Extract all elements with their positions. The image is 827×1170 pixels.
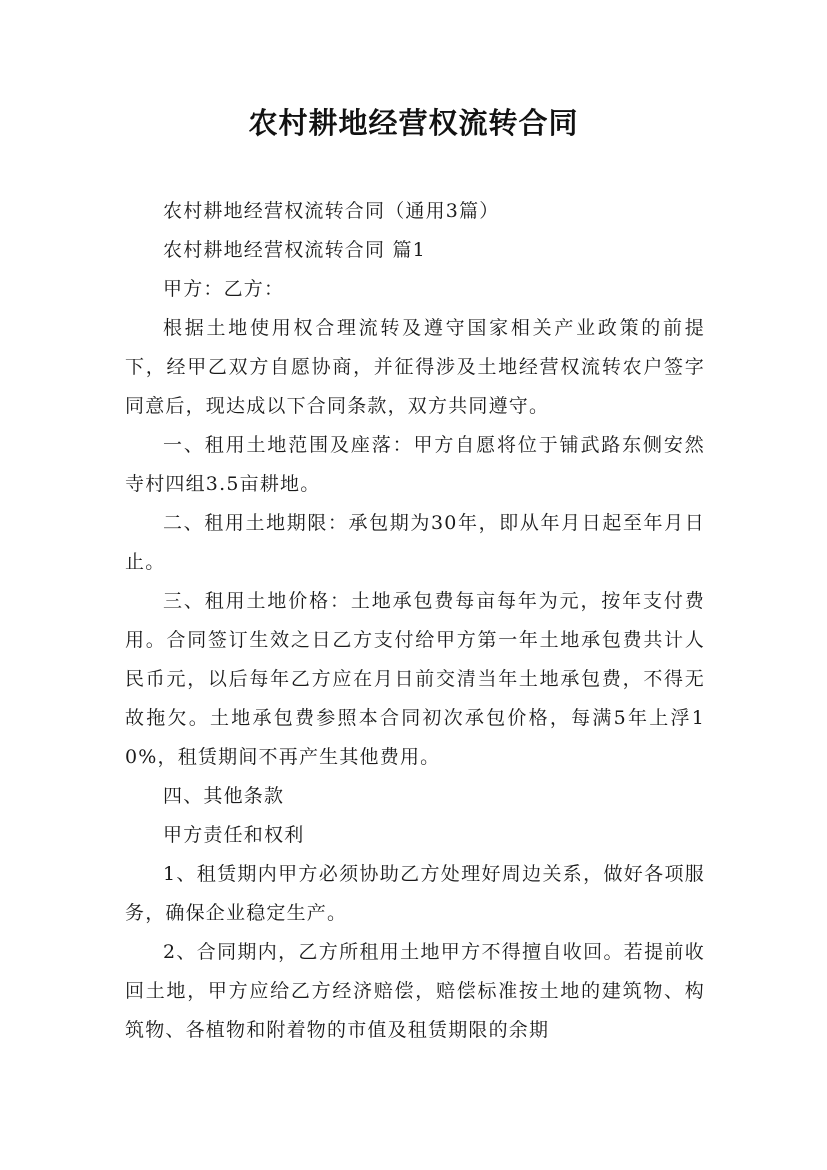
paragraph-party-a-duties: 甲方责任和权利 [163, 824, 305, 846]
paragraph-clause-3: 三、租用土地价格：土地承包费每亩每年为元，按年支付费用。合同签订生效之日乙方支付给甲方第一年土地承包费共计人民币元，以后每年乙方应在月日前交清当年土地承包费，不得无故拖欠。土地承包费参照本合同初次承包价格，每满5年上浮10%，租赁期间不再产生其他费用。 [125, 590, 705, 768]
paragraph-clause-2: 二、租用土地期限：承包期为30年，即从年月日起至年月日止。 [125, 512, 705, 573]
paragraph-duty-2: 2、合同期内，乙方所租用土地甲方不得擅自收回。若提前收回土地，甲方应给乙方经济赔偿，赔偿标准按土地的建筑物、构筑物、各植物和附着物的市值及租赁期限的余期 [125, 941, 705, 1041]
paragraph-duty-1: 1、租赁期内甲方必须协助乙方处理好周边关系，做好各项服务，确保企业稳定生产。 [125, 863, 705, 924]
paragraph-preamble: 根据土地使用权合理流转及遵守国家相关产业政策的前提下，经甲乙双方自愿协商，并征得涉及土地经营权流转农户签字同意后，现达成以下合同条款，双方共同遵守。 [125, 317, 705, 417]
document-title: 农村耕地经营权流转合同 [248, 106, 579, 140]
paragraph-subtitle: 农村耕地经营权流转合同（通用3篇） [163, 200, 500, 222]
paragraph-clause-4: 四、其他条款 [163, 785, 285, 807]
paragraph-section-heading: 农村耕地经营权流转合同 篇1 [163, 239, 426, 261]
paragraph-clause-1: 一、租用土地范围及座落：甲方自愿将位于铺武路东侧安然寺村四组3.5亩耕地。 [125, 434, 705, 495]
paragraph-parties: 甲方：乙方： [163, 278, 285, 300]
document-body [125, 192, 705, 1050]
